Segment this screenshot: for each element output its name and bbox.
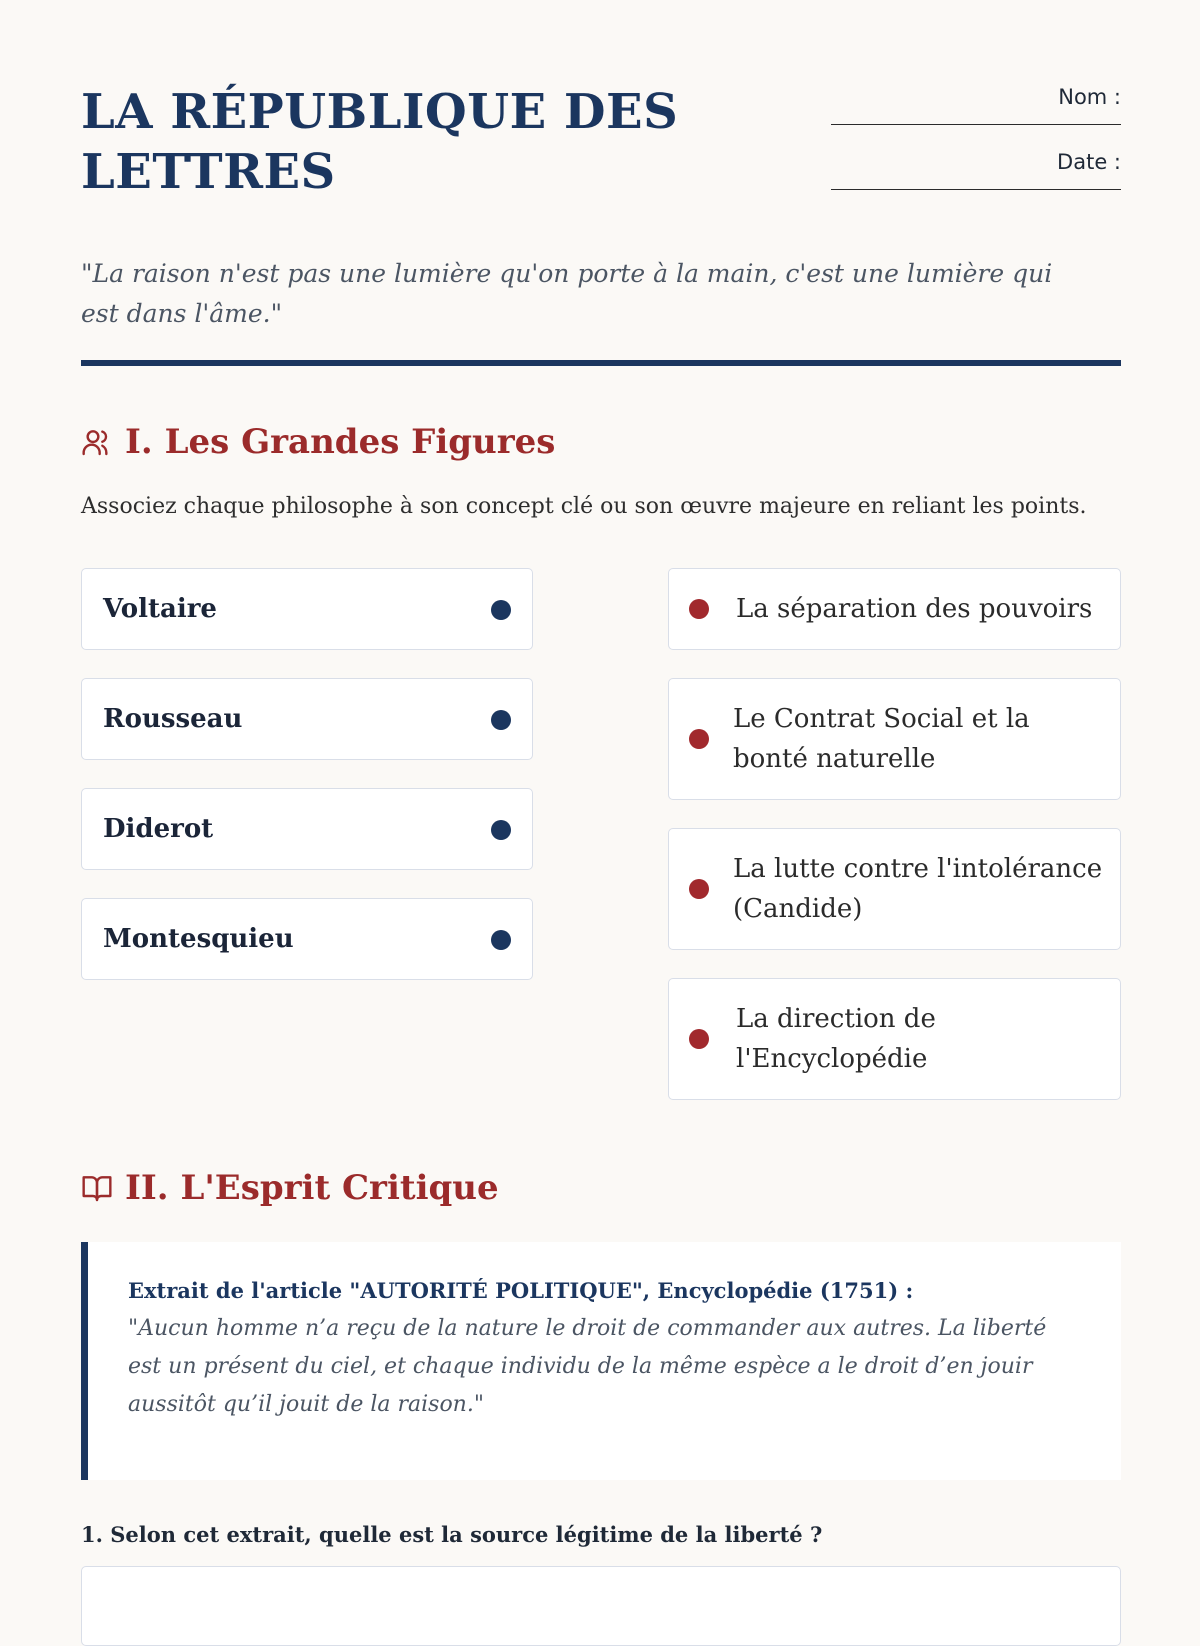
- match-point-left[interactable]: [491, 930, 511, 950]
- concept-card-separation: [668, 568, 1121, 650]
- date-label: Date :: [1057, 150, 1121, 174]
- section-1-title-text: I. Les Grandes Figures: [125, 422, 556, 462]
- match-point-left[interactable]: [491, 710, 511, 730]
- excerpt-title: Extrait de l'article "AUTORITÉ POLITIQUE", Encyclopédie (1751) :: [128, 1278, 914, 1303]
- concept-text: La direction de l'Encyclopédie: [736, 1004, 936, 1074]
- concept-text: La lutte contre l'intolérance (Candide): [733, 854, 1103, 924]
- date-field: [831, 149, 1121, 190]
- worksheet-page: [81, 0, 1121, 1547]
- philosopher-card-voltaire: [81, 568, 533, 650]
- page-title: LA RÉPUBLIQUE DES LETTRES: [81, 84, 679, 200]
- match-point-right[interactable]: [689, 879, 709, 899]
- book-open-icon: [81, 1172, 113, 1204]
- header-divider: [81, 360, 1121, 366]
- match-point-right[interactable]: [689, 729, 709, 749]
- section-1-title: [81, 422, 555, 462]
- section-2-title: [81, 1168, 499, 1208]
- philosopher-card-diderot: [81, 788, 533, 870]
- student-info: [831, 84, 1121, 214]
- section-2-title-text: II. L'Esprit Critique: [125, 1168, 499, 1208]
- encyclopedie-excerpt: [81, 1242, 1121, 1480]
- concept-text: Le Contrat Social et la bonté naturelle: [733, 704, 1030, 774]
- concept-card-contrat-social: [668, 678, 1121, 800]
- match-point-left[interactable]: [491, 820, 511, 840]
- philosopher-name: Montesquieu: [103, 924, 294, 954]
- excerpt-text: "Aucun homme n’a reçu de la nature le droit de commander aux autres. La liberté est un présent du ciel, et chaque individu de la même espèce a le droit d’en jouir aussitôt qu’il jouit de la raison.": [128, 1316, 1047, 1417]
- section-1-instructions: Associez chaque philosophe à son concept clé ou son œuvre majeure en reliant les points.: [81, 494, 1087, 519]
- answer-field-1[interactable]: [81, 1566, 1121, 1646]
- question-1: 1. Selon cet extrait, quelle est la source légitime de la liberté ?: [81, 1522, 823, 1547]
- header: [81, 0, 1121, 345]
- concept-card-intolerance: [668, 828, 1121, 950]
- name-field: [831, 84, 1121, 125]
- name-label: Nom :: [1058, 85, 1121, 109]
- match-point-right[interactable]: [689, 1029, 709, 1049]
- match-point-left[interactable]: [491, 600, 511, 620]
- concept-card-encyclopedie: [668, 978, 1121, 1100]
- date-input-line[interactable]: [831, 175, 1121, 190]
- match-point-right[interactable]: [689, 599, 709, 619]
- concept-text: La séparation des pouvoirs: [736, 594, 1093, 624]
- users-icon: [81, 426, 113, 458]
- epigraph-quote: "La raison n'est pas une lumière qu'on porte à la main, c'est une lumière qui est dans l'âme.": [81, 259, 1053, 328]
- name-input-line[interactable]: [831, 110, 1121, 125]
- philosopher-name: Rousseau: [103, 704, 243, 734]
- philosopher-card-montesquieu: [81, 898, 533, 980]
- philosopher-card-rousseau: [81, 678, 533, 760]
- philosopher-name: Voltaire: [103, 594, 217, 624]
- philosopher-name: Diderot: [103, 814, 214, 844]
